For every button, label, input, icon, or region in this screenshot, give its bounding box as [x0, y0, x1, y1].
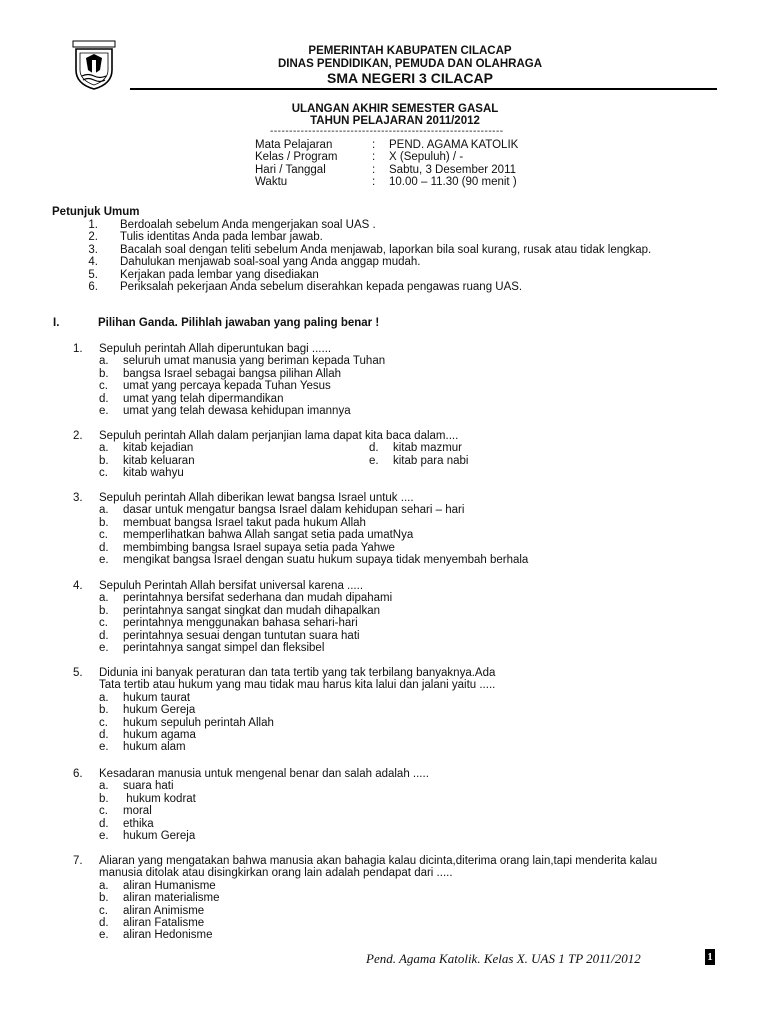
answer-option: a. seluruh umat manusia yang beriman kepada Tuhan — [99, 355, 386, 368]
header-government: PEMERINTAH KABUPATEN CILACAP — [308, 45, 512, 57]
answer-option: e. aliran Hedonisme — [99, 929, 213, 942]
instruction-item: 3. Bacalah soal dengan teliti sebelum Anda menjawab, laporkan bila soal kurang, rusak atau tidak lengkap. — [88, 243, 652, 256]
answer-option: e. mengikat bangsa Israel dengan suatu hukum supaya tidak menyembah berhala — [99, 553, 529, 566]
page-number: 1 — [705, 949, 715, 965]
question-1: 1. Sepuluh perintah Allah diperuntukan bagi ...... a. seluruh umat manusia yang beriman kepada Tuhan b. bangsa Israel sebagai bangsa pilihan Allah c. umat yang percaya kepada Tuhan Yesus d. umat yang telah dipermandikan e. umat yang telah dewasa kehidupan imannya — [73, 343, 743, 417]
exam-info-table — [255, 139, 518, 188]
exam-info-row: Mata Pelajaran : PEND. AGAMA KATOLIK — [255, 139, 519, 151]
answer-option: a. hukum taurat — [99, 691, 191, 704]
section-heading: I. Pilihan Ganda. Pilihlah jawaban yang paling benar ! — [53, 317, 380, 329]
answer-option-row: b. kitab keluaran e. kitab para nabi — [99, 454, 469, 467]
answer-option: d. hukum agama — [99, 728, 196, 741]
question-stem: Tata tertib atau hukum yang mau tidak mau harus kita lalui dan jalani yaitu ..... — [99, 679, 496, 692]
answer-option: e. perintahnya sangat simpel dan fleksibel — [99, 641, 325, 654]
answer-option: d. membimbing bangsa Israel supaya setia pada Yahwe — [99, 541, 395, 554]
page-footer: Pend. Agama Katolik. Kelas X. UAS 1 TP 2011/2012 — [366, 951, 641, 966]
instruction-item: 5. Kerjakan pada lembar yang disediakan — [88, 268, 319, 281]
answer-option-row: c. kitab wahyu — [99, 467, 184, 480]
exam-title: ULANGAN AKHIR SEMESTER GASAL — [291, 103, 499, 115]
question-stem: Aliaran yang mengatakan bahwa manusia akan bahagia kalau dicinta,diterima orang lain,tapi menderita kalau — [99, 855, 658, 867]
exam-separator: ------------------------------------------------------------- — [270, 126, 504, 137]
instruction-item: 2. Tulis identitas Anda pada lembar jawab. — [88, 231, 323, 243]
answer-option: a. dasar untuk mengatur bangsa Israel dalam kehidupan sehari – hari — [99, 504, 465, 517]
answer-option: e. hukum alam — [99, 741, 186, 754]
question-3: 3. Sepuluh perintah Allah diberikan lewat bangsa Israel untuk .... a. dasar untuk mengatur bangsa Israel dalam kehidupan sehari – hari b. membuat bangsa Israel takut pada hukum Allah c. memperlihatkan bahwa Allah sangat setia pada umatNya d. membimbing bangsa Israel supaya setia pada Yahwe e. mengikat bangsa Israel dengan suatu hukum supaya tidak menyembah berhala — [73, 492, 743, 566]
question-6: 6. Kesadaran manusia untuk mengenal benar dan salah adalah ..... a. suara hati b. hukum kodrat c. moral d. ethika e. hukum Gereja — [73, 768, 743, 842]
question-stem: manusia ditolak atau disingkirkan orang lain adalah pendapat dari ..... — [99, 867, 453, 880]
answer-option: b. perintahnya sangat singkat dan mudah dihapalkan — [99, 604, 381, 617]
answer-option: c. umat yang percaya kepada Tuhan Yesus — [99, 380, 331, 393]
answer-option: a. perintahnya bersifat sederhana dan mudah dipahami — [99, 592, 393, 605]
header-department: DINAS PENDIDIKAN, PEMUDA DAN OLAHRAGA — [277, 58, 543, 70]
header-school-name: SMA NEGERI 3 CILACAP — [327, 70, 493, 86]
exam-info-row: Hari / Tanggal : Sabtu, 3 Desember 2011 — [255, 163, 517, 176]
general-instructions — [52, 206, 732, 294]
answer-option: b. bangsa Israel sebagai bangsa pilihan Allah — [99, 367, 342, 380]
answer-option: d. perintahnya sesuai dengan tuntutan suara hati — [99, 629, 360, 642]
answer-option: b. hukum kodrat — [99, 792, 196, 805]
instructions-heading: Petunjuk Umum — [52, 206, 140, 218]
instruction-item: 6. Periksalah pekerjaan Anda sebelum diserahkan kepada pengawas ruang UAS. — [88, 281, 523, 293]
question-7: 7. Aliaran yang mengatakan bahwa manusia akan bahagia kalau dicinta,diterima orang lain,tapi menderita kalau manusia ditolak atau disingkirkan orang lain adalah pendapat dari ..... a. aliran Humanisme b. aliran materialisme c. aliran Animisme d. aliran Fatalisme e. aliran Hedonisme — [73, 855, 743, 942]
question-stem: Sepuluh Perintah Allah bersifat universal karena ..... — [99, 580, 364, 592]
instruction-item: 1. Berdoalah sebelum Anda mengerjakan soal UAS . — [88, 218, 376, 231]
answer-option: c. moral — [99, 805, 152, 818]
answer-option-row: a. kitab kejadian d. kitab mazmur — [99, 442, 463, 455]
answer-option: a. suara hati — [99, 780, 174, 793]
answer-option: d. ethika — [99, 817, 154, 830]
question-stem: Sepuluh perintah Allah diberikan lewat bangsa Israel untuk .... — [99, 492, 414, 504]
cilacap-regency-crest-icon — [72, 40, 116, 90]
question-5: 5. Didunia ini banyak peraturan dan tata tertib yang tak terbilang banyaknya.Ada Tata tertib atau hukum yang mau tidak mau harus kita lalui dan jalani yaitu ..... a. hukum taurat b. hukum Gereja c. hukum sepuluh perintah Allah d. hukum agama e. hukum alam — [73, 667, 743, 754]
exam-info-row: Kelas / Program : X (Sepuluh) / - — [255, 151, 464, 164]
instruction-item: 4. Dahulukan menjawab soal-soal yang Anda anggap mudah. — [88, 256, 421, 268]
question-stem: Sepuluh perintah Allah dalam perjanjian lama dapat kita baca dalam.... — [99, 430, 459, 442]
question-2: 2. Sepuluh perintah Allah dalam perjanjian lama dapat kita baca dalam.... a. kitab kejadian d. kitab mazmur b. kitab keluaran e. kitab para nabi c. kitab wahyu — [73, 430, 743, 480]
answer-option: e. umat yang telah dewasa kehidupan imannya — [99, 404, 351, 417]
answer-option: b. aliran materialisme — [99, 892, 220, 905]
answer-option: a. aliran Humanisme — [99, 879, 216, 892]
question-4: 4. Sepuluh Perintah Allah bersifat universal karena ..... a. perintahnya bersifat sederhana dan mudah dipahami b. perintahnya sangat singkat dan mudah dihapalkan c. perintahnya menggunakan bahasa sehari-hari d. perintahnya sesuai dengan tuntutan suara hati e. perintahnya sangat simpel dan fleksibel — [73, 580, 743, 654]
question-stem: Didunia ini banyak peraturan dan tata tertib yang tak terbilang banyaknya.Ada — [99, 667, 496, 679]
answer-option: e. hukum Gereja — [99, 829, 196, 842]
exam-info-row: Waktu : 10.00 – 11.30 (90 menit ) — [255, 175, 517, 188]
answer-option: b. membuat bangsa Israel takut pada hukum Allah — [99, 516, 366, 529]
header-divider — [130, 88, 717, 90]
answer-option: b. hukum Gereja — [99, 704, 196, 717]
answer-option: d. aliran Fatalisme — [99, 916, 205, 929]
answer-option: c. hukum sepuluh perintah Allah — [99, 716, 274, 729]
answer-option: c. aliran Animisme — [99, 904, 205, 917]
question-stem: Kesadaran manusia untuk mengenal benar dan salah adalah ..... — [99, 768, 429, 780]
question-stem: Sepuluh perintah Allah diperuntukan bagi ...... — [99, 343, 332, 355]
answer-option: c. memperlihatkan bahwa Allah sangat setia pada umatNya — [99, 529, 414, 542]
answer-option: c. perintahnya menggunakan bahasa sehari-hari — [99, 617, 358, 630]
answer-option: d. umat yang telah dipermandikan — [99, 392, 284, 405]
exam-year: TAHUN PELAJARAN 2011/2012 — [310, 115, 480, 127]
